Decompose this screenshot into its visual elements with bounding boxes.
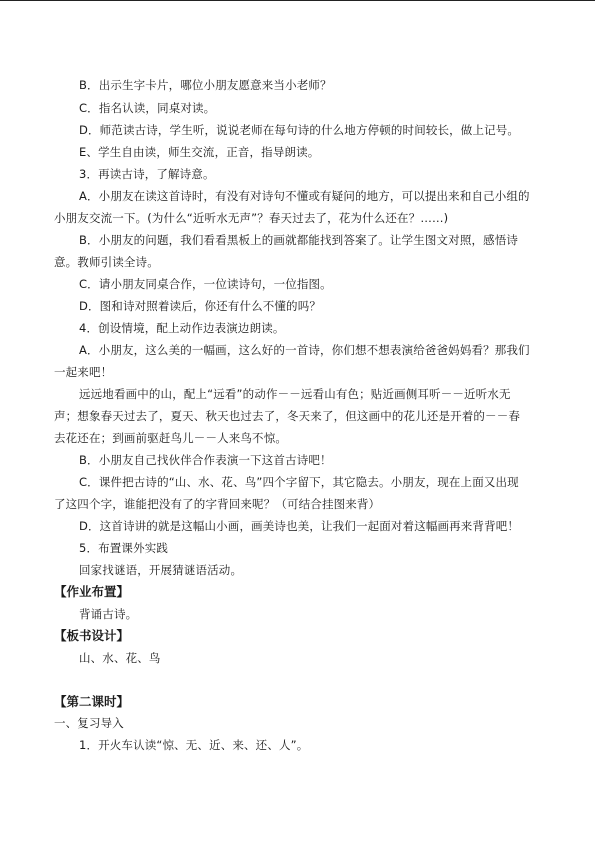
text-line: 小朋友交流一下。(为什么“近听水无声”？春天过去了，花为什么还在？……) [54, 211, 449, 225]
text-line: 回家找谜语，开展猜谜语活动。 [79, 563, 243, 577]
text-line: D．师范读古诗，学生听，说说老师在每句诗的什么地方停顿的时间较长，做上记号。 [79, 123, 520, 137]
section-heading-second-lesson: 【第二课时】 [54, 694, 130, 709]
text-line: 山、水、花、鸟 [79, 651, 161, 665]
text-line: 4．创设情境，配上动作边表演边朗读。 [79, 321, 285, 335]
section-heading-homework: 【作业布置】 [54, 584, 130, 599]
text-line: 意。教师引读全诗。 [54, 255, 159, 269]
text-line: C．课件把古诗的“山、水、花、鸟”四个字留下，其它隐去。小朋友，现在上面又出现 [79, 475, 519, 489]
text-line: 一、复习导入 [54, 716, 124, 730]
text-line: 背诵古诗。 [79, 607, 138, 621]
text-line: D．这首诗讲的就是这幅山小画，画美诗也美，让我们一起面对着这幅画再来背背吧！ [79, 519, 520, 533]
text-line: B．小朋友的问题，我们看看黑板上的画就都能找到答案了。让学生图文对照，感悟诗 [79, 233, 519, 247]
text-line: A．小朋友在读这首诗时，有没有对诗句不懂或有疑问的地方，可以提出来和自己小组的 [79, 189, 530, 203]
text-line: 5．布置课外实践 [79, 541, 169, 555]
text-line: 1．开火车认读“惊、无、近、来、还、人”。 [79, 738, 309, 752]
text-line: A．小朋友，这么美的一幅画，这么好的一首诗，你们想不想表演给爸爸妈妈看？那我们 [79, 343, 530, 357]
text-line: 了这四个字，谁能把没有了的字背回来呢？（可结合挂图来背） [54, 497, 381, 511]
text-line: 去花还在；到画前驱赶鸟儿－－人来鸟不惊。 [54, 431, 287, 445]
text-line: 远远地看画中的山，配上“远看”的动作－－远看山有色；贴近画侧耳听－－近听水无 [79, 387, 511, 401]
text-line: B．出示生字卡片，哪位小朋友愿意来当小老师？ [79, 78, 332, 92]
text-line: C．指名认读，同桌对读。 [79, 101, 216, 115]
text-line: 一起来吧！ [54, 365, 113, 379]
section-heading-board-design: 【板书设计】 [54, 628, 130, 643]
text-line: C．请小朋友同桌合作，一位读诗句，一位指图。 [79, 277, 332, 291]
text-line: 3．再读古诗，了解诗意。 [79, 167, 215, 181]
text-line: E、学生自由读，师生交流，正音，指导朗读。 [79, 145, 320, 159]
text-line: 声；想象春天过去了，夏天、秋天也过去了，冬天来了，但这画中的花儿还是开着的－－春 [54, 409, 520, 423]
text-line: B．小朋友自己找伙伴合作表演一下这首古诗吧！ [79, 453, 332, 467]
text-line: D．图和诗对照着读后，你还有什么不懂的吗？ [79, 299, 322, 313]
